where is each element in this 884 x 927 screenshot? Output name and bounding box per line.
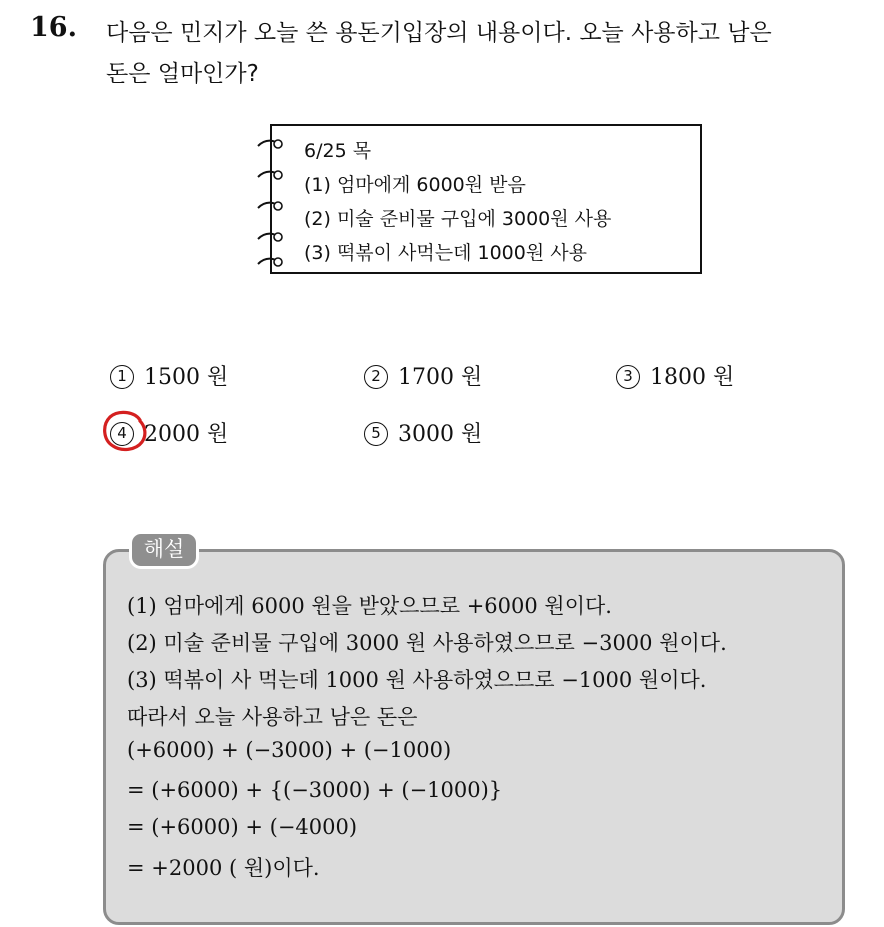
choice-2[interactable] xyxy=(364,360,482,391)
spiral-ring-icon xyxy=(256,198,286,214)
choice-number: 5 xyxy=(364,422,388,446)
choice-number: 4 xyxy=(110,422,134,446)
choice-label: 1700 원 xyxy=(398,365,483,390)
explanation-line-4: 따라서 오늘 사용하고 남은 돈은 xyxy=(127,705,418,729)
explanation-line-6: = (+6000) + {(−3000) + (−1000)} xyxy=(127,778,503,802)
choice-label: 2000 원 xyxy=(144,422,229,447)
explanation-line-8: = +2000 ( 원)이다. xyxy=(127,856,320,880)
explanation-line-7: = (+6000) + (−4000) xyxy=(127,815,358,839)
choice-label: 3000 원 xyxy=(398,422,483,447)
choice-3[interactable] xyxy=(616,360,734,391)
choice-number: 1 xyxy=(110,365,134,389)
memo-date: 6/25 목 xyxy=(304,140,372,162)
memo-entry-3: (3) 떡볶이 사먹는데 1000원 사용 xyxy=(304,242,587,264)
memo-entry-1: (1) 엄마에게 6000원 받음 xyxy=(304,174,526,196)
spiral-ring-icon xyxy=(256,254,286,270)
spiral-ring-icon xyxy=(256,167,286,183)
allowance-memo xyxy=(270,124,702,274)
explanation-line-5: (+6000) + (−3000) + (−1000) xyxy=(127,738,452,762)
answer-circle-mark-icon xyxy=(100,408,150,454)
spiral-ring-icon xyxy=(256,136,286,152)
explanation-label: 해설 xyxy=(129,531,199,569)
choice-number: 2 xyxy=(364,365,388,389)
question-text-line1: 다음은 민지가 오늘 쓴 용돈기입장의 내용이다. 오늘 사용하고 남은 xyxy=(106,20,772,46)
question-text-line2: 돈은 얼마인가? xyxy=(106,61,259,87)
spiral-ring-icon xyxy=(256,229,286,245)
choice-1[interactable] xyxy=(110,360,228,391)
memo-entry-2: (2) 미술 준비물 구입에 3000원 사용 xyxy=(304,208,612,230)
choice-5[interactable] xyxy=(364,417,482,448)
choice-label: 1500 원 xyxy=(144,365,229,390)
explanation-line-2: (2) 미술 준비물 구입에 3000 원 사용하였으므로 −3000 원이다. xyxy=(127,631,727,655)
choice-number: 3 xyxy=(616,365,640,389)
choice-label: 1800 원 xyxy=(650,365,735,390)
explanation-line-3: (3) 떡볶이 사 먹는데 1000 원 사용하였으므로 −1000 원이다. xyxy=(127,668,707,692)
question-number: 16. xyxy=(30,12,77,43)
explanation-line-1: (1) 엄마에게 6000 원을 받았으므로 +6000 원이다. xyxy=(127,594,612,618)
